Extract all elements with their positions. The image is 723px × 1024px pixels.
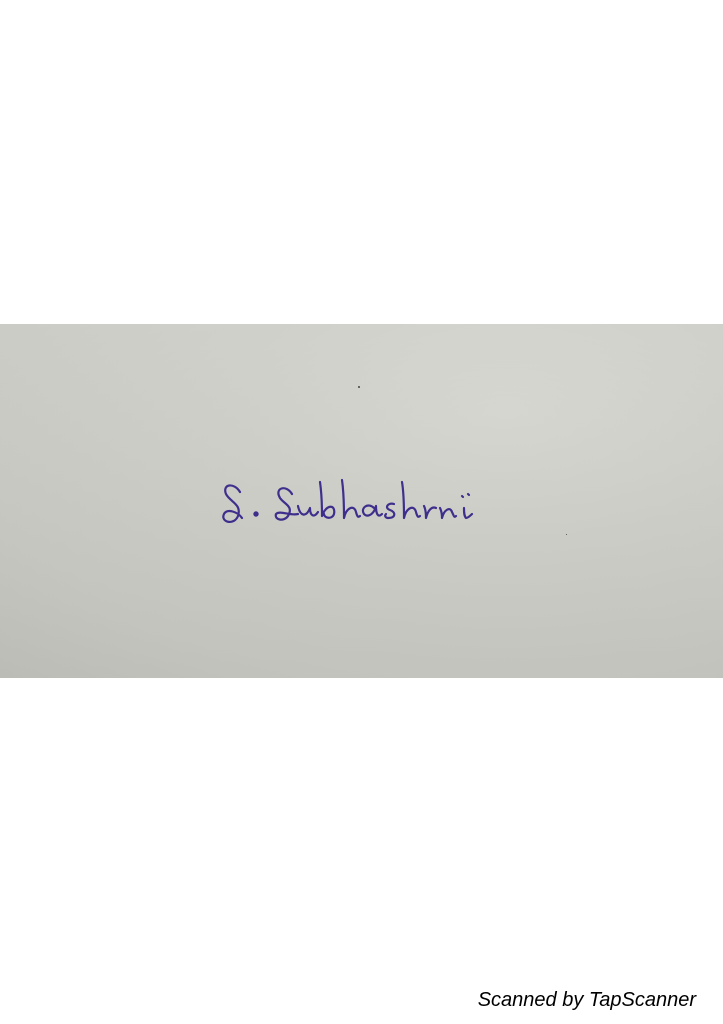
scanner-app-credit: Scanned by TapScanner	[477, 989, 696, 1011]
signature-paper-photo	[0, 324, 723, 678]
handwritten-signature	[218, 470, 488, 534]
paper-speck	[566, 534, 567, 535]
paper-speck	[358, 386, 360, 388]
